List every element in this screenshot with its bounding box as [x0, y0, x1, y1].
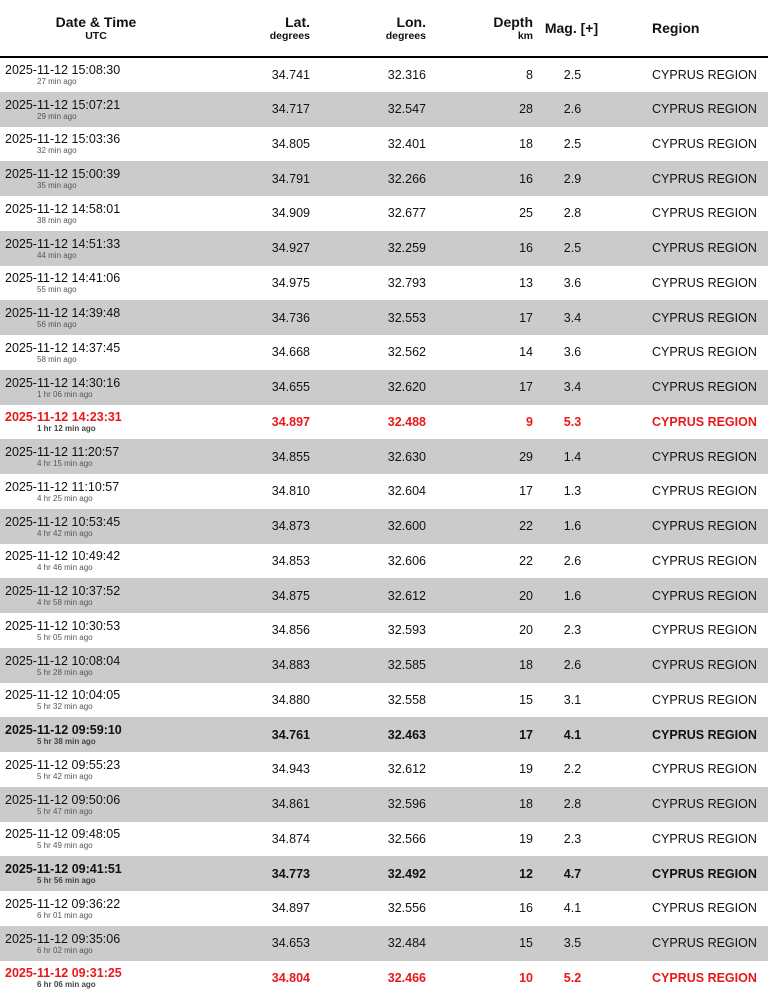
magnitude-cell: 1.4: [563, 449, 582, 464]
longitude-cell: 32.266: [387, 171, 426, 186]
table-row[interactable]: [0, 683, 768, 718]
magnitude-cell: 5.3: [563, 414, 582, 429]
event-datetime: 2025-11-12 10:49:42: [5, 549, 121, 564]
datetime-cell: [0, 300, 232, 335]
datetime-cell: [0, 231, 232, 266]
event-time-ago: 5 hr 42 min ago: [37, 771, 93, 781]
table-row[interactable]: [0, 648, 768, 683]
datetime-cell: [0, 926, 232, 961]
magnitude-cell: 4.1: [563, 901, 582, 916]
event-time-ago: 27 min ago: [37, 77, 77, 87]
table-row[interactable]: [0, 613, 768, 648]
depth-cell: 15: [519, 936, 533, 951]
depth-cell: 12: [519, 866, 533, 881]
longitude-cell: 32.488: [387, 414, 426, 429]
magnitude-cell: 3.4: [563, 380, 582, 395]
latitude-cell: 34.741: [271, 67, 310, 82]
table-row[interactable]: [0, 961, 768, 996]
latitude-cell: 34.855: [271, 449, 310, 464]
table-row[interactable]: [0, 196, 768, 231]
region-cell: CYPRUS REGION: [652, 831, 757, 846]
datetime-cell: [0, 717, 232, 752]
longitude-cell: 32.562: [387, 345, 426, 360]
event-datetime: 2025-11-12 09:48:05: [5, 827, 121, 842]
depth-cell: 19: [519, 831, 533, 846]
latitude-cell: 34.655: [271, 380, 310, 395]
event-datetime: 2025-11-12 10:08:04: [5, 653, 121, 668]
latitude-cell: 34.909: [271, 206, 310, 221]
event-datetime: 2025-11-12 14:30:16: [5, 375, 121, 390]
magnitude-cell: 2.6: [563, 102, 582, 117]
datetime-cell: [0, 648, 232, 683]
region-cell: CYPRUS REGION: [652, 102, 757, 117]
depth-cell: 18: [519, 658, 533, 673]
latitude-cell: 34.653: [271, 936, 310, 951]
table-row[interactable]: [0, 578, 768, 613]
latitude-cell: 34.853: [271, 553, 310, 568]
latitude-cell: 34.874: [271, 831, 310, 846]
event-time-ago: 5 hr 38 min ago: [37, 737, 96, 747]
table-row[interactable]: [0, 474, 768, 509]
datetime-cell: [0, 822, 232, 857]
event-datetime: 2025-11-12 11:10:57: [5, 479, 120, 494]
datetime-cell: [0, 683, 232, 718]
event-datetime: 2025-11-12 14:37:45: [5, 340, 121, 355]
event-time-ago: 5 hr 56 min ago: [37, 876, 96, 886]
magnitude-cell: 2.5: [563, 241, 582, 256]
longitude-cell: 32.612: [387, 762, 426, 777]
event-datetime: 2025-11-12 14:39:48: [5, 306, 121, 321]
magnitude-cell: 2.2: [563, 762, 582, 777]
event-time-ago: 6 hr 02 min ago: [37, 945, 93, 955]
event-time-ago: 5 hr 49 min ago: [37, 841, 93, 851]
depth-header-unit: km: [517, 29, 533, 42]
depth-cell: 25: [519, 206, 533, 221]
table-row[interactable]: [0, 926, 768, 961]
table-row[interactable]: [0, 717, 768, 752]
depth-cell: 19: [519, 762, 533, 777]
event-time-ago: 5 hr 28 min ago: [37, 667, 93, 677]
region-cell: CYPRUS REGION: [652, 67, 757, 82]
depth-cell: 17: [519, 380, 533, 395]
depth-cell: 22: [519, 553, 533, 568]
latitude-cell: 34.883: [271, 658, 310, 673]
longitude-cell: 32.547: [387, 102, 426, 117]
event-time-ago: 44 min ago: [37, 250, 77, 260]
datetime-cell: [0, 196, 232, 231]
longitude-cell: 32.600: [387, 519, 426, 534]
lat-header-label: Lat.: [285, 13, 310, 30]
datetime-cell: [0, 474, 232, 509]
latitude-cell: 34.897: [271, 414, 310, 429]
table-row[interactable]: [0, 405, 768, 440]
magnitude-cell: 5.2: [563, 970, 582, 985]
longitude-cell: 32.620: [387, 380, 426, 395]
event-time-ago: 55 min ago: [37, 285, 77, 295]
event-time-ago: 4 hr 15 min ago: [37, 459, 93, 469]
latitude-cell: 34.761: [271, 727, 310, 742]
table-row[interactable]: [0, 787, 768, 822]
latitude-cell: 34.856: [271, 623, 310, 638]
datetime-cell: [0, 961, 232, 996]
column-header-magnitude: [535, 0, 640, 57]
longitude-cell: 32.596: [387, 797, 426, 812]
depth-cell: 14: [519, 345, 533, 360]
region-cell: CYPRUS REGION: [652, 206, 757, 221]
region-cell: CYPRUS REGION: [652, 727, 757, 742]
longitude-cell: 32.606: [387, 553, 426, 568]
event-datetime: 2025-11-12 11:20:57: [5, 445, 120, 460]
longitude-cell: 32.553: [387, 310, 426, 325]
table-body: [0, 57, 768, 995]
datetime-cell: [0, 787, 232, 822]
longitude-cell: 32.793: [387, 275, 426, 290]
datetime-cell: [0, 92, 232, 127]
table-row[interactable]: [0, 335, 768, 370]
longitude-cell: 32.259: [387, 241, 426, 256]
datetime-cell: [0, 335, 232, 370]
latitude-cell: 34.975: [271, 275, 310, 290]
magnitude-cell: 2.3: [563, 831, 582, 846]
column-header-depth: [428, 0, 535, 57]
event-time-ago: 4 hr 42 min ago: [37, 528, 93, 538]
depth-cell: 22: [519, 519, 533, 534]
latitude-cell: 34.717: [271, 102, 310, 117]
column-header-lon: [312, 0, 428, 57]
table-row[interactable]: [0, 92, 768, 127]
latitude-cell: 34.668: [271, 345, 310, 360]
event-time-ago: 5 hr 05 min ago: [37, 632, 93, 642]
longitude-cell: 32.558: [387, 692, 426, 707]
longitude-cell: 32.484: [387, 936, 426, 951]
longitude-cell: 32.316: [387, 67, 426, 82]
region-header-label: Region: [652, 19, 700, 36]
depth-cell: 17: [519, 310, 533, 325]
table-row[interactable]: [0, 891, 768, 926]
latitude-cell: 34.773: [271, 866, 310, 881]
magnitude-cell: 2.6: [563, 658, 582, 673]
region-cell: CYPRUS REGION: [652, 901, 757, 916]
magnitude-cell: 2.8: [563, 206, 582, 221]
event-time-ago: 35 min ago: [37, 181, 77, 191]
datetime-cell: [0, 578, 232, 613]
region-cell: CYPRUS REGION: [652, 588, 757, 603]
latitude-cell: 34.880: [271, 692, 310, 707]
event-time-ago: 38 min ago: [37, 215, 77, 225]
region-cell: CYPRUS REGION: [652, 241, 757, 256]
event-datetime: 2025-11-12 10:37:52: [5, 584, 121, 599]
region-cell: CYPRUS REGION: [652, 936, 757, 951]
event-datetime: 2025-11-12 15:00:39: [5, 167, 121, 182]
magnitude-cell: 2.5: [563, 136, 582, 151]
table-row[interactable]: [0, 439, 768, 474]
event-datetime: 2025-11-12 15:03:36: [5, 132, 121, 147]
table-row[interactable]: [0, 509, 768, 544]
depth-cell: 16: [519, 171, 533, 186]
datetime-cell: [0, 891, 232, 926]
event-time-ago: 1 hr 06 min ago: [37, 389, 93, 399]
depth-cell: 28: [519, 102, 533, 117]
magnitude-cell: 2.9: [563, 171, 582, 186]
datetime-cell: [0, 752, 232, 787]
depth-cell: 18: [519, 797, 533, 812]
event-time-ago: 56 min ago: [37, 320, 77, 330]
event-time-ago: 6 hr 01 min ago: [37, 910, 93, 920]
region-cell: CYPRUS REGION: [652, 762, 757, 777]
datetime-header-label: Date & Time: [55, 13, 137, 30]
region-cell: CYPRUS REGION: [652, 275, 757, 290]
latitude-cell: 34.943: [271, 762, 310, 777]
depth-cell: 20: [519, 623, 533, 638]
magnitude-cell: 3.4: [563, 310, 582, 325]
event-time-ago: 4 hr 46 min ago: [37, 563, 93, 573]
magnitude-cell: 4.7: [563, 866, 582, 881]
depth-cell: 29: [519, 449, 533, 464]
latitude-cell: 34.791: [271, 171, 310, 186]
longitude-cell: 32.585: [387, 658, 426, 673]
event-datetime: 2025-11-12 09:50:06: [5, 792, 121, 807]
depth-cell: 18: [519, 136, 533, 151]
magnitude-cell: 3.6: [563, 275, 582, 290]
lon-header-label: Lon.: [396, 13, 426, 30]
region-cell: CYPRUS REGION: [652, 484, 757, 499]
datetime-cell: [0, 439, 232, 474]
depth-cell: 15: [519, 692, 533, 707]
region-cell: CYPRUS REGION: [652, 797, 757, 812]
magnitude-cell: 4.1: [563, 727, 582, 742]
latitude-cell: 34.897: [271, 901, 310, 916]
event-time-ago: 29 min ago: [37, 111, 77, 121]
datetime-cell: [0, 266, 232, 301]
depth-cell: 20: [519, 588, 533, 603]
depth-cell: 8: [526, 67, 533, 82]
region-cell: CYPRUS REGION: [652, 970, 757, 985]
latitude-cell: 34.861: [271, 797, 310, 812]
lat-header-unit: degrees: [269, 29, 310, 42]
magnitude-cell: 2.6: [563, 553, 582, 568]
event-datetime: 2025-11-12 10:53:45: [5, 514, 121, 529]
event-datetime: 2025-11-12 15:07:21: [5, 97, 121, 112]
region-cell: CYPRUS REGION: [652, 692, 757, 707]
header-row: [0, 0, 768, 57]
magnitude-cell: 2.3: [563, 623, 582, 638]
magnitude-cell: 3.1: [563, 692, 582, 707]
longitude-cell: 32.401: [387, 136, 426, 151]
table-row[interactable]: [0, 822, 768, 857]
datetime-cell: [0, 127, 232, 162]
table-row[interactable]: [0, 370, 768, 405]
latitude-cell: 34.875: [271, 588, 310, 603]
event-time-ago: 6 hr 06 min ago: [37, 980, 96, 990]
table-row[interactable]: [0, 57, 768, 92]
event-datetime: 2025-11-12 14:51:33: [5, 236, 121, 251]
table-row[interactable]: [0, 161, 768, 196]
magnitude-cell: 3.6: [563, 345, 582, 360]
longitude-cell: 32.612: [387, 588, 426, 603]
longitude-cell: 32.556: [387, 901, 426, 916]
event-time-ago: 1 hr 12 min ago: [37, 424, 96, 434]
region-cell: CYPRUS REGION: [652, 519, 757, 534]
region-cell: CYPRUS REGION: [652, 136, 757, 151]
event-time-ago: 58 min ago: [37, 354, 77, 364]
event-time-ago: 5 hr 32 min ago: [37, 702, 93, 712]
event-datetime: 2025-11-12 14:23:31: [5, 410, 122, 425]
event-datetime: 2025-11-12 09:31:25: [5, 966, 122, 981]
longitude-cell: 32.463: [387, 727, 426, 742]
datetime-cell: [0, 370, 232, 405]
event-datetime: 2025-11-12 14:41:06: [5, 271, 121, 286]
magnitude-cell: 1.6: [563, 519, 582, 534]
depth-cell: 9: [526, 414, 533, 429]
datetime-cell: [0, 856, 232, 891]
depth-cell: 17: [519, 484, 533, 499]
datetime-cell: [0, 613, 232, 648]
event-datetime: 2025-11-12 15:08:30: [5, 63, 121, 78]
region-cell: CYPRUS REGION: [652, 414, 757, 429]
depth-cell: 17: [519, 727, 533, 742]
event-datetime: 2025-11-12 10:04:05: [5, 688, 121, 703]
column-header-datetime: [0, 0, 232, 57]
latitude-cell: 34.927: [271, 241, 310, 256]
latitude-cell: 34.805: [271, 136, 310, 151]
latitude-cell: 34.873: [271, 519, 310, 534]
event-datetime: 2025-11-12 09:35:06: [5, 931, 121, 946]
datetime-cell: [0, 544, 232, 579]
longitude-cell: 32.630: [387, 449, 426, 464]
datetime-cell: [0, 509, 232, 544]
column-header-lat: [232, 0, 312, 57]
depth-cell: 16: [519, 901, 533, 916]
datetime-header-unit: UTC: [85, 29, 107, 42]
event-datetime: 2025-11-12 09:55:23: [5, 757, 121, 772]
region-cell: CYPRUS REGION: [652, 866, 757, 881]
region-cell: CYPRUS REGION: [652, 553, 757, 568]
table-row[interactable]: [0, 752, 768, 787]
datetime-cell: [0, 57, 232, 92]
event-datetime: 2025-11-12 09:36:22: [5, 896, 121, 911]
table-row[interactable]: [0, 300, 768, 335]
latitude-cell: 34.736: [271, 310, 310, 325]
event-time-ago: 4 hr 25 min ago: [37, 493, 93, 503]
event-time-ago: 4 hr 58 min ago: [37, 598, 93, 608]
table-row[interactable]: [0, 856, 768, 891]
magnitude-cell: 2.8: [563, 797, 582, 812]
latitude-cell: 34.810: [271, 484, 310, 499]
region-cell: CYPRUS REGION: [652, 380, 757, 395]
event-datetime: 2025-11-12 09:59:10: [5, 723, 122, 738]
region-cell: CYPRUS REGION: [652, 658, 757, 673]
longitude-cell: 32.466: [387, 970, 426, 985]
table-header: [0, 0, 768, 57]
region-cell: CYPRUS REGION: [652, 623, 757, 638]
longitude-cell: 32.604: [387, 484, 426, 499]
table-row[interactable]: [0, 544, 768, 579]
depth-header-label: Depth: [493, 13, 533, 30]
datetime-cell: [0, 405, 232, 440]
longitude-cell: 32.677: [387, 206, 426, 221]
region-cell: CYPRUS REGION: [652, 171, 757, 186]
table-row[interactable]: [0, 231, 768, 266]
magnitude-cell: 3.5: [563, 936, 582, 951]
region-cell: CYPRUS REGION: [652, 310, 757, 325]
depth-cell: 10: [519, 970, 533, 985]
event-datetime: 2025-11-12 09:41:51: [5, 862, 122, 877]
table-row[interactable]: [0, 266, 768, 301]
magnitude-cell: 1.6: [563, 588, 582, 603]
lon-header-unit: degrees: [385, 29, 426, 42]
longitude-cell: 32.492: [387, 866, 426, 881]
magnitude-cell: 1.3: [563, 484, 582, 499]
magnitude-cell: 2.5: [563, 67, 582, 82]
event-datetime: 2025-11-12 10:30:53: [5, 618, 121, 633]
table-row[interactable]: [0, 127, 768, 162]
longitude-cell: 32.566: [387, 831, 426, 846]
depth-cell: 13: [519, 275, 533, 290]
magnitude-filter-toggle[interactable]: Mag. [+]: [544, 19, 599, 36]
depth-cell: 16: [519, 241, 533, 256]
latitude-cell: 34.804: [271, 970, 310, 985]
event-datetime: 2025-11-12 14:58:01: [5, 201, 121, 216]
longitude-cell: 32.593: [387, 623, 426, 638]
column-header-region: [640, 0, 768, 57]
event-time-ago: 5 hr 47 min ago: [37, 806, 93, 816]
region-cell: CYPRUS REGION: [652, 345, 757, 360]
event-time-ago: 32 min ago: [37, 146, 77, 156]
datetime-cell: [0, 161, 232, 196]
region-cell: CYPRUS REGION: [652, 449, 757, 464]
